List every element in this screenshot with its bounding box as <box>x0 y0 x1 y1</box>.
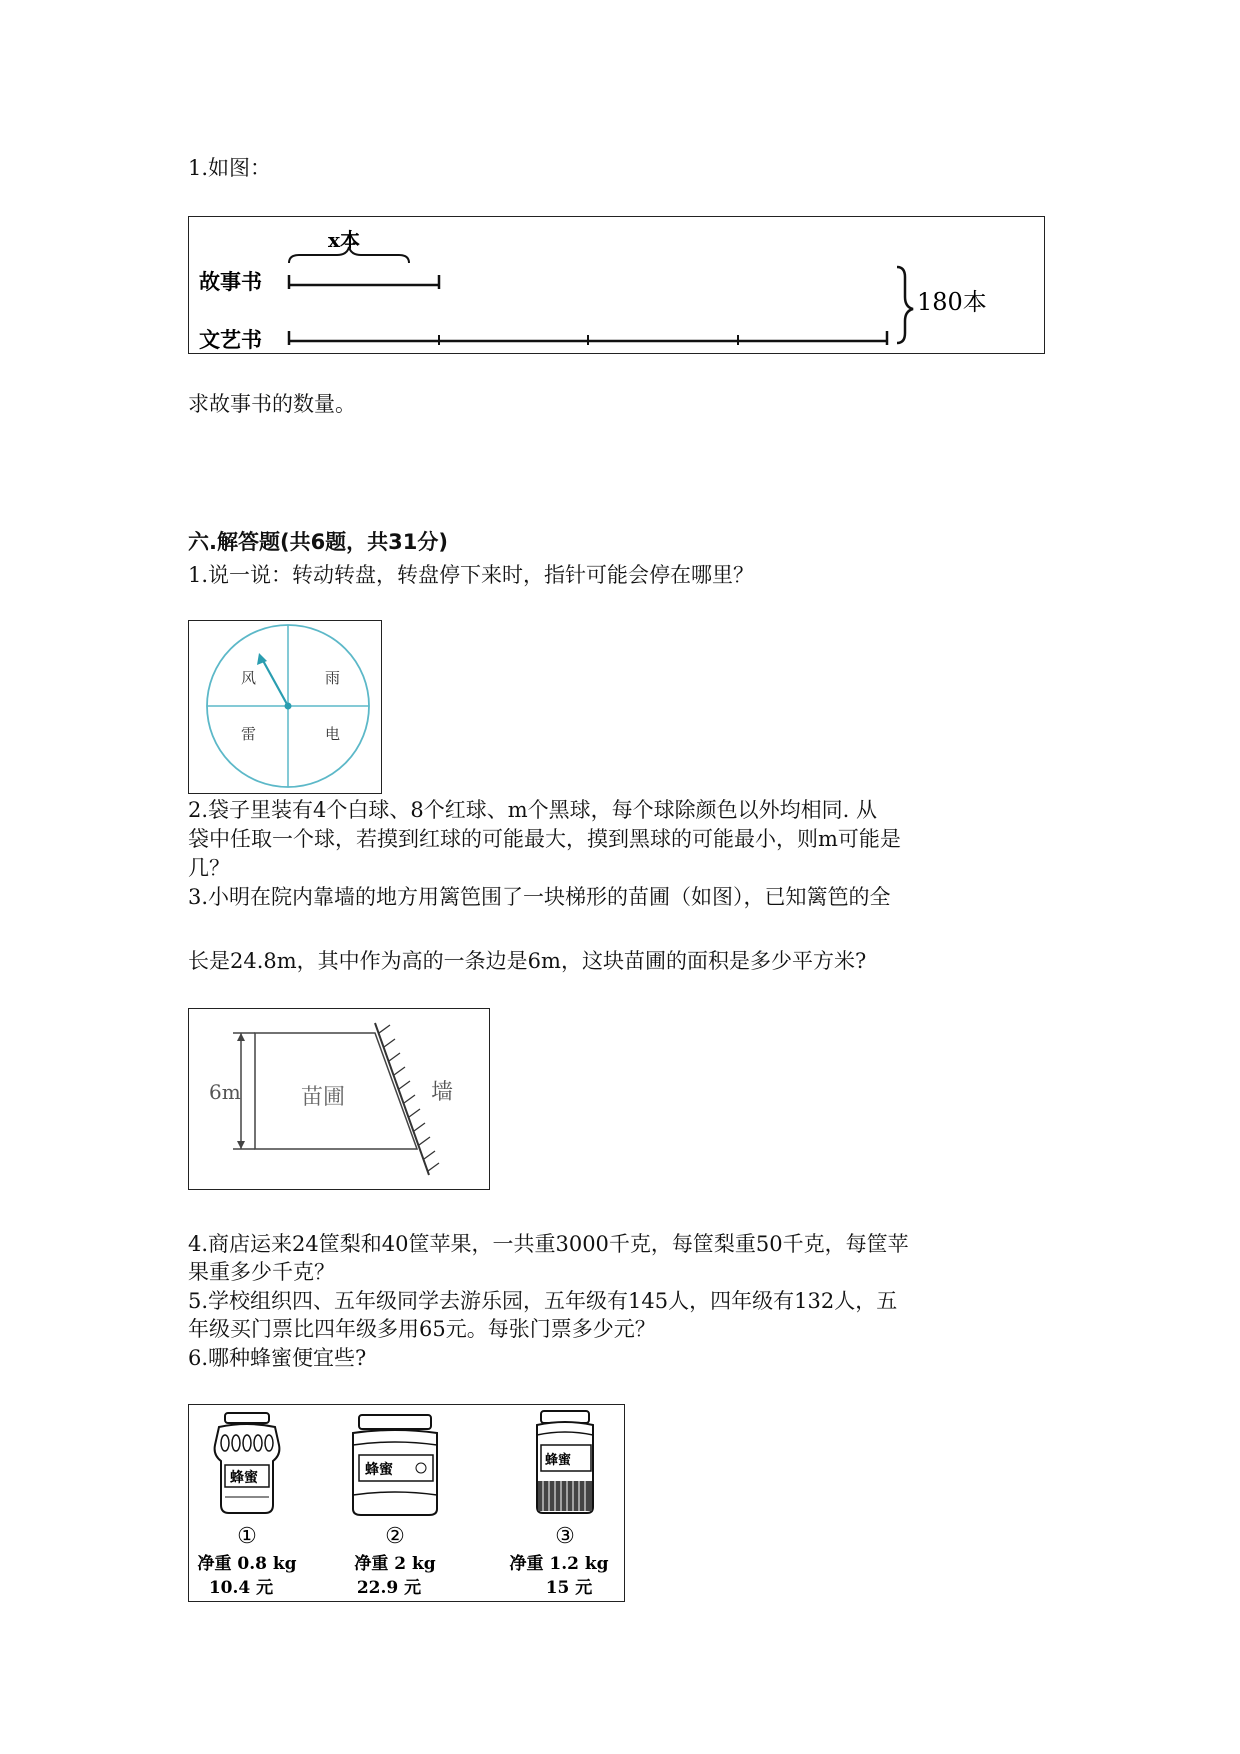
jar-2-weight: 净重 2 kg <box>354 1554 436 1574</box>
jar-2-number: ② <box>385 1524 405 1549</box>
garden-label: 苗圃 <box>301 1085 346 1110</box>
honey-jar-3 <box>537 1411 593 1513</box>
total-label: 180本 <box>917 288 987 316</box>
x-label: x本 <box>328 228 360 252</box>
question-2-line2: 袋中任取一个球，若摸到红球的可能最大，摸到黑球的可能最小，则m可能是 <box>188 827 901 851</box>
jar-1-price: 10.4 元 <box>208 1578 274 1598</box>
spinner-pointer <box>261 657 288 706</box>
jar-1-label: 蜂蜜 <box>230 1470 258 1486</box>
question-6: 6.哪种蜂蜜便宜些? <box>188 1346 367 1370</box>
section-heading: 六.解答题(共6题，共31分) <box>188 530 449 554</box>
garden-figure <box>188 1008 490 1190</box>
jar-3-label: 蜂蜜 <box>545 1453 572 1468</box>
art-book-label: 文艺书 <box>199 327 262 352</box>
jar-1-weight: 净重 0.8 kg <box>197 1554 297 1574</box>
wall-label: 墙 <box>431 1080 454 1105</box>
question-5-line1: 5.学校组织四、五年级同学去游乐园，五年级有145人，四年级有132人，五 <box>188 1289 898 1313</box>
spinner-label-lightning: 电 <box>325 725 341 743</box>
question-4-line1: 4.商店运来24筐梨和40筐苹果，一共重3000千克，每筐梨重50千克，每筐苹 <box>188 1232 909 1256</box>
brace-top <box>289 247 409 263</box>
jar-3-price: 15 元 <box>545 1578 593 1598</box>
jar-2-label: 蜂蜜 <box>365 1462 393 1478</box>
honey-jar-2 <box>353 1415 437 1515</box>
question-4-line2: 果重多少千克？ <box>188 1260 335 1284</box>
question-intro: 1.如图： <box>188 156 272 180</box>
question-ask: 求故事书的数量。 <box>188 392 356 416</box>
question-3-line1: 3.小明在院内靠墙的地方用篱笆围了一块梯形的苗圃（如图），已知篱笆的全 <box>188 885 891 909</box>
honey-jars-figure <box>188 1404 625 1602</box>
jar-1-number: ① <box>237 1524 257 1549</box>
question-2-line3: 几？ <box>188 856 230 880</box>
question-3-line2: 长是24.8m，其中作为高的一条边是6m，这块苗圃的面积是多少平方米? <box>188 949 867 973</box>
wall-line <box>375 1023 429 1175</box>
story-book-label: 故事书 <box>199 269 262 294</box>
question-2-line1: 2.袋子里装有4个白球、8个红球、m个黑球，每个球除颜色以外均相同. 从 <box>188 798 878 822</box>
height-label: 6m <box>209 1080 241 1104</box>
brace-right <box>897 267 913 343</box>
spinner-label-wind: 风 <box>241 669 257 687</box>
spinner-figure <box>188 620 382 794</box>
spinner-label-thunder: 雷 <box>241 725 257 743</box>
spinner-label-rain: 雨 <box>325 669 341 687</box>
jar-2-price: 22.9 元 <box>356 1578 422 1598</box>
question-5-line2: 年级买门票比四年级多用65元。每张门票多少元？ <box>188 1317 656 1341</box>
book-segment-diagram <box>188 216 1045 354</box>
jar-3-number: ③ <box>555 1524 575 1549</box>
jar-3-weight: 净重 1.2 kg <box>509 1554 609 1574</box>
question-1: 1.说一说：转动转盘，转盘停下来时，指针可能会停在哪里？ <box>188 563 755 587</box>
honey-jar-1 <box>215 1413 280 1513</box>
